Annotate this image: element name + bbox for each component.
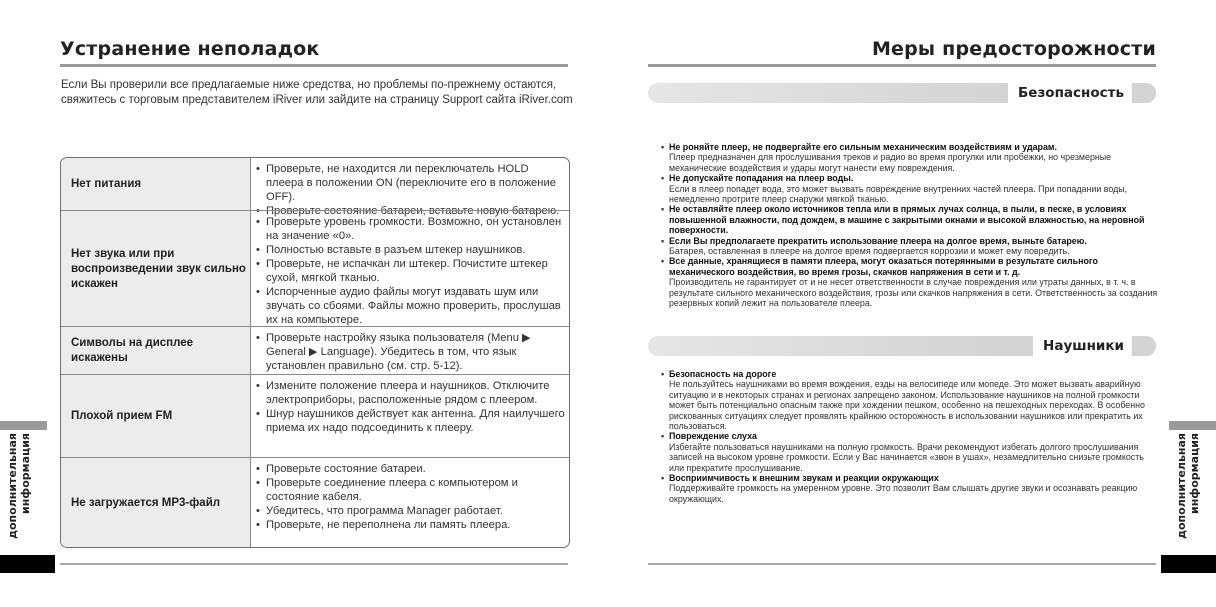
troubleshooting-table: [60, 157, 570, 548]
section-header-cap: [1134, 83, 1156, 103]
intro-text: Если Вы проверили все предлагаемые ниже средства, но проблемы по-прежнему остаются, свяжитесь с торговым представителем iRiver или зайдите на страницу Support сайта iRiver.com: [61, 79, 573, 106]
solution-item: • Убедитесь, что программа Manager работает.: [255, 504, 567, 518]
solution-list: [251, 375, 569, 458]
page-title-precautions: Меры предосторожности: [871, 38, 1156, 60]
list-item: [661, 369, 1161, 431]
side-tab-bar: [1169, 421, 1216, 430]
section-heading: Наушники: [1033, 336, 1132, 356]
problem-cell: Символы на дисплее искажены: [61, 327, 251, 375]
item-title: • Безопасность на дороге: [669, 369, 777, 379]
solution-list: [251, 327, 569, 375]
page-corner-block: [0, 555, 55, 573]
table-row: [61, 457, 569, 548]
title-rule: [648, 64, 1156, 67]
bottom-rule: [60, 563, 568, 565]
solution-item: • Проверьте состояние батареи, вставьте новую батарею.: [255, 204, 567, 218]
item-body: Батарея, оставленная в плеере на долгое время подвергается коррозии и может ему повредить.: [669, 246, 1070, 257]
solution-item: • Шнур наушников действует как антенна. Для наилучшего приема их надо подсоединить к плееру.: [255, 407, 567, 435]
page-title-troubleshooting: Устранение неполадок: [60, 38, 320, 60]
item-title: • Не допускайте попадания на плеер воды.: [669, 173, 854, 184]
table-row: [61, 374, 569, 458]
item-body: Поддерживайте громкость на умеренном уровне. Это позволит Вам слышать другие звуки и осознавать реакцию окружающих.: [669, 483, 1138, 504]
list-item: [661, 473, 1161, 504]
solution-item: • Проверьте, не находится ли переключатель HOLD плеера в положении ON (переключите его в положение OFF).: [255, 162, 567, 204]
item-body: Если в плеер попадет вода, это может вызвать повреждение внутренних частей плеера. При попадании воды, немедленно протрите плеер снаружи мягкой тканью.: [669, 183, 1128, 205]
item-body: Плеер предназначен для прослушивания треков и радио во время прогулки или пробежки, но чрезмерные механические воздействия и удары могут нанести ему повреждения.: [669, 152, 1112, 173]
solution-list: [251, 211, 569, 327]
section-header-cap: [1134, 336, 1156, 356]
item-title: • Не роняйте плеер, не подвергайте его сильным механическим воздействиям и ударам.: [669, 142, 1057, 152]
table-row: [61, 210, 569, 327]
item-title: • Восприимчивость к внешним звукам и реакции окружающих: [669, 473, 939, 484]
problem-cell: Плохой прием FM: [61, 375, 251, 458]
solution-item: • Проверьте, не переполнена ли память плеера.: [255, 518, 567, 532]
safety-list: [661, 142, 1161, 309]
solution-item: • Измените положение плеера и наушников. Отключите электроприборы, расположенные рядом с плеером.: [255, 379, 567, 407]
solution-item: • Испорченные аудио файлы могут издавать шум или звучать со сбоями. Файлы можно проверить, прослушав их на компьютере.: [255, 285, 567, 327]
bottom-rule: [648, 563, 1156, 565]
section-heading: Безопасность: [1008, 83, 1132, 103]
side-tab-label: информация: [1188, 433, 1201, 514]
side-tab-bar: [0, 421, 47, 430]
side-tab-label: информация: [19, 433, 32, 514]
solution-item: • Проверьте, не испачкан ли штекер. Почистите штекер сухой, мягкой тканью.: [255, 257, 567, 285]
solution-item: • Полностью вставьте в разъем штекер наушников.: [255, 243, 567, 257]
solution-list: [251, 158, 569, 217]
table-row: [61, 158, 569, 217]
headphones-list: [661, 369, 1161, 504]
section-header-headphones: [648, 336, 1156, 356]
list-item: [661, 204, 1161, 235]
list-item: [661, 142, 1161, 173]
title-rule: [60, 64, 568, 67]
problem-cell: Нет звука или при воспроизведении звук сильно искажен: [61, 211, 251, 327]
solution-item: • Проверьте уровень громкости. Возможно, он установлен на значение «0».: [255, 215, 567, 243]
solution-list: [251, 458, 569, 548]
item-title: • Не оставляйте плеер около источников тепла или в прямых лучах солнца, в пыли, в песке, в условиях повышенной влажности, под дождем, в машине с закрытыми окнами и высокой влажностью, на неровной поверхности.: [669, 204, 1145, 236]
item-body: Производитель не гарантирует от и не несет ответственности в случае повреждения или утраты данных, в т. ч. в результате сильного механического воздействия, грозы или скачков напряжения в сети. Ответственность за создания резервных копий лежит на пользователе плеера.: [669, 277, 1158, 309]
problem-cell: Нет питания: [61, 158, 251, 210]
item-body: Не пользуйтесь наушниками во время вождения, езды на велосипеде или мопеде. Это может вызвать аварийную ситуацию и в некоторых странах и регионах запрещено законом. Использование наушников на полной громкости может быть потенциально опасным также при хождении пешком, особенно на пешеходных переходах. В особенно рискованных ситуациях следует проявлять крайнюю осторожность в использовании наушников или прекратить их пользоваться.: [669, 379, 1145, 432]
problem-cell: Не загружается MP3-файл: [61, 458, 251, 548]
item-title: • Все данные, хранящиеся в памяти плеера, могут оказаться потерянными в результате сильного механического воздействия, во время грозы, скачков напряжения в сети и т. д.: [669, 256, 1098, 277]
list-item: [661, 256, 1161, 308]
solution-item: • Проверьте соединение плеера с компьютером и состояние кабеля.: [255, 476, 567, 504]
item-title: • Повреждение слуха: [669, 431, 757, 442]
list-item: [661, 173, 1161, 204]
side-tab-label: дополнительная: [1175, 433, 1188, 539]
solution-item: • Проверьте состояние батареи.: [255, 462, 567, 476]
list-item: [661, 431, 1161, 473]
solution-item: • Проверьте настройку языка пользователя (Menu ▶ General ▶ Language). Убедитесь в том, что язык установлен правильно (см. стр. 5-12).: [255, 331, 567, 373]
item-body: Избегайте пользоваться наушниками на полную громкость. Врачи рекомендуют избегать долгого прослушивания записей на высоком уровне громкости. Если у Вас начинается «звон в ушах», незамедлительно снизьте громкость или прекратите прослушивание.: [669, 441, 1144, 473]
table-row: [61, 326, 569, 375]
side-tab-label: дополнительная: [6, 433, 19, 539]
list-item: [661, 236, 1161, 257]
page-corner-block: [1161, 555, 1216, 573]
section-header-safety: [648, 83, 1156, 103]
item-title: • Если Вы предполагаете прекратить использование плеера на долгое время, выньте батарею.: [669, 235, 1087, 246]
